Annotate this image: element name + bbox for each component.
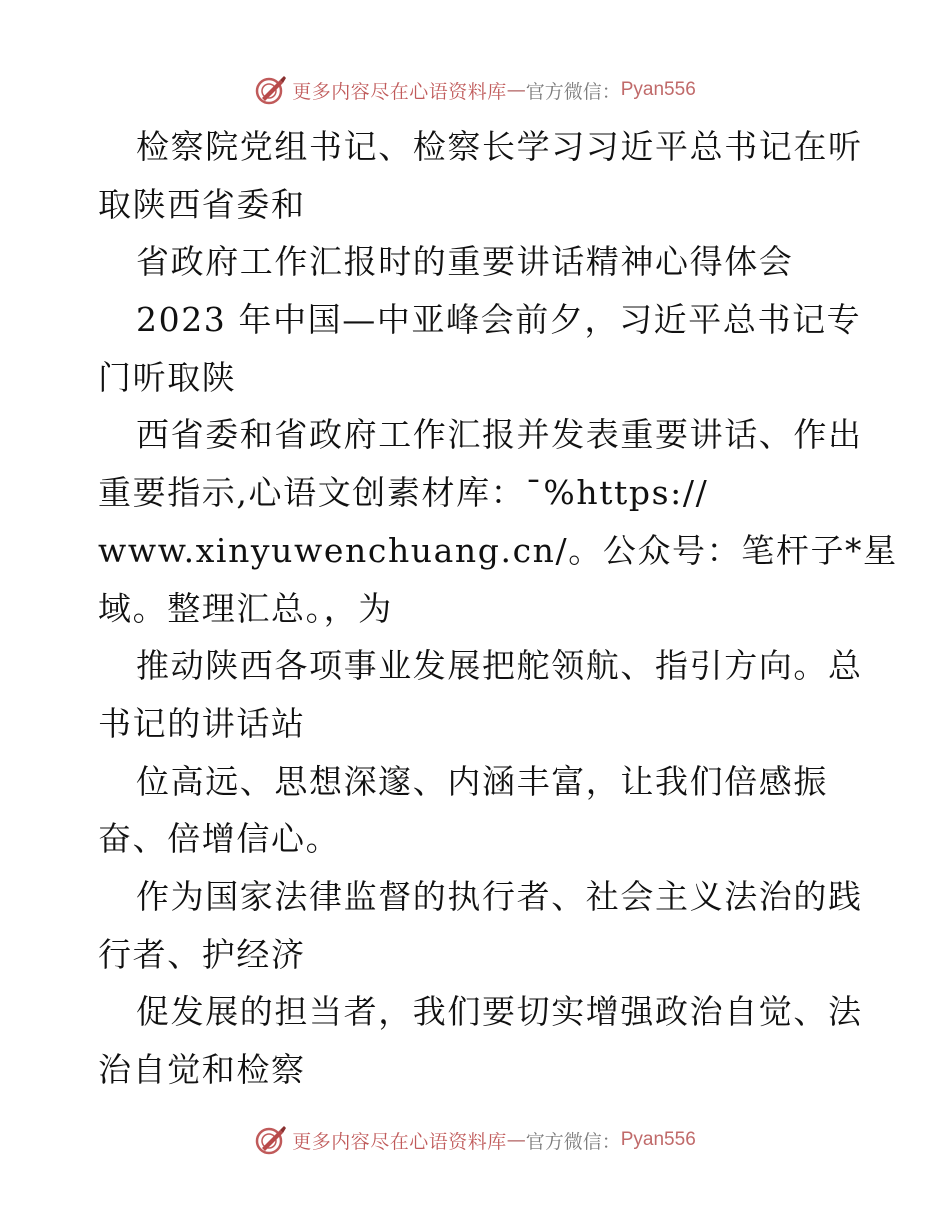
text-line: 书记的讲话站 [98,703,306,743]
text-line: www.xinyuwenchuang.cn/。公众号：笔杆子*星 [98,530,898,570]
pen-logo-icon [254,74,286,106]
banner-sub-text: 官方微信： [525,1130,621,1153]
text-line: 重要指示,心语文创素材库：¯%https:// [98,473,709,513]
banner-main-text: 更多内容尽在心语资料库 [292,80,507,103]
banner-wechat-id: Pyan556 [620,1129,696,1150]
banner-wechat-id: Pyan556 [620,79,696,100]
text-line: 位高远、思想深邃、内涵丰富，让我们倍感振 [136,761,828,801]
text-line: 门听取陕 [98,357,237,397]
text-line: 治自觉和检察 [98,1050,306,1089]
text-line: 域。整理汇总。，为 [98,588,393,628]
text-line: 行者、护经济 [98,934,306,974]
banner-separator: — [506,79,526,101]
document-body [98,118,898,1099]
text-line: 促发展的担当者，我们要切实增强政治自觉、法 [136,992,863,1032]
banner-sub-text: 官方微信： [525,80,621,103]
text-line: 奋、倍增信心。 [98,819,341,859]
text-line: 检察院党组书记、检察长学习习近平总书记在听 [136,127,863,166]
header-banner [0,70,950,110]
text-line: 取陕西省委和 [98,184,306,224]
banner-main-text: 更多内容尽在心语资料库 [292,1130,507,1153]
text-line: 西省委和省政府工作汇报并发表重要讲话、作出 [136,415,863,455]
footer-banner [0,1120,950,1160]
text-line: 2023 年中国—中亚峰会前夕，习近平总书记专 [136,300,862,340]
pen-logo-icon [254,1124,286,1156]
text-line: 省政府工作汇报时的重要讲话精神心得体会 [136,242,794,282]
text-line: 作为国家法律监督的执行者、社会主义法治的践 [136,876,863,916]
banner-separator: — [506,1129,526,1151]
text-line: 推动陕西各项事业发展把舵领航、指引方向。总 [136,646,863,686]
